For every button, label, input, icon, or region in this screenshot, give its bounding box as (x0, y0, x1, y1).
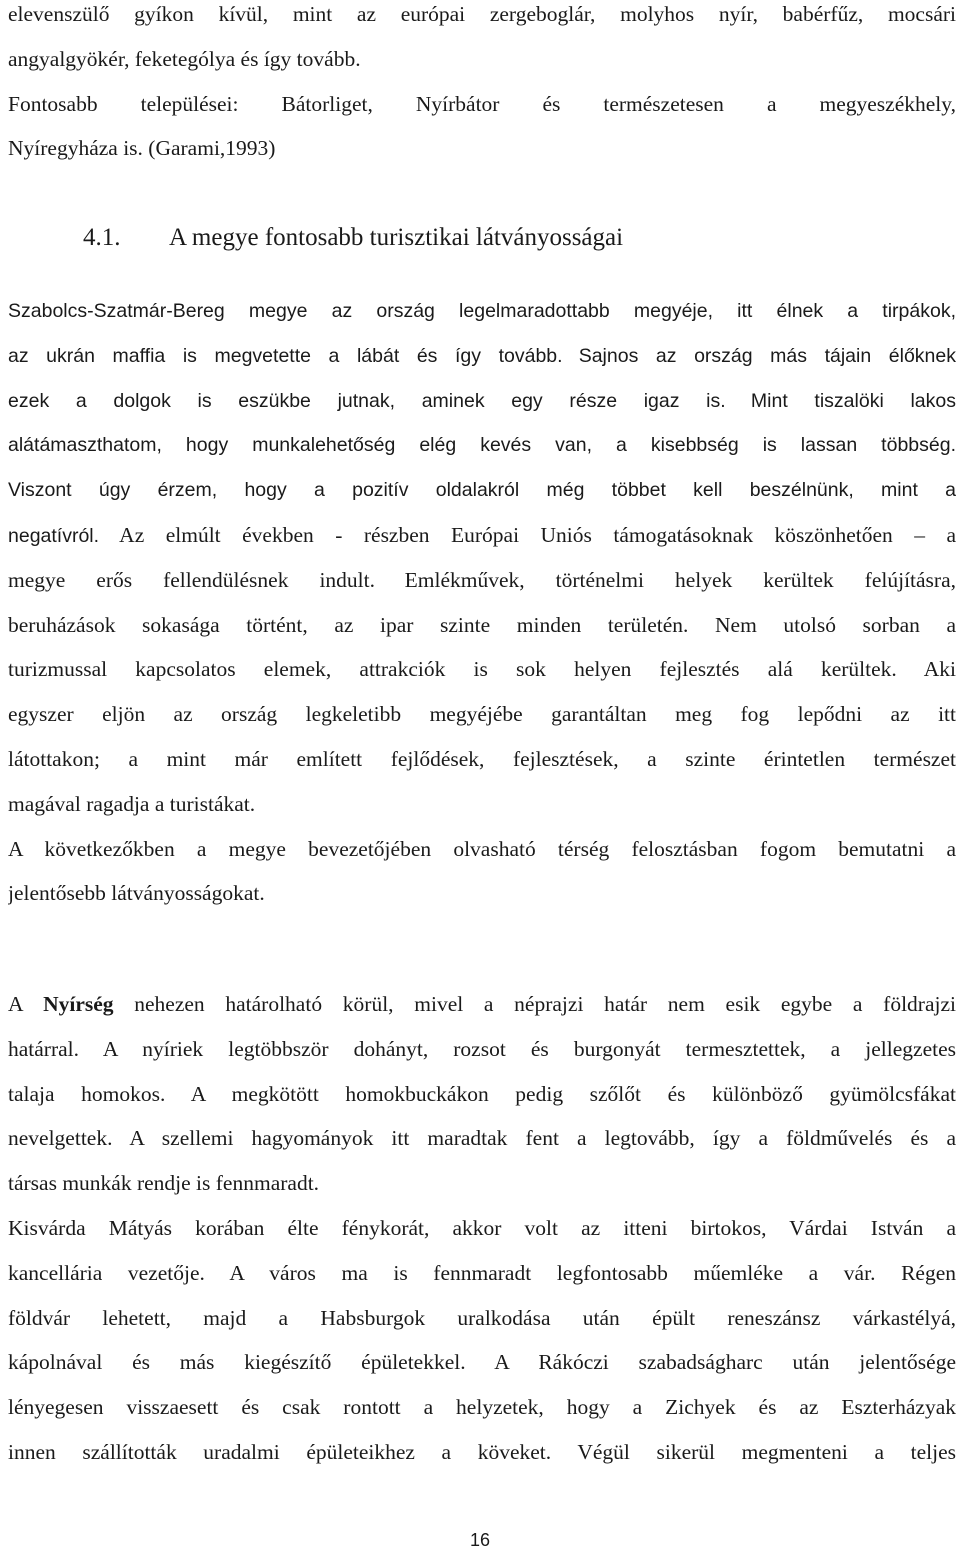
text-line: kápolnával és más kiegészítő épületekkel. A Rákóczi szabadságharc után jelentősége (8, 1350, 956, 1375)
text-line (8, 982, 956, 1027)
text-line: alátámaszthatom, hogy munkalehetőség elég kevés van, a kisebbség is lassan többség. (8, 434, 956, 457)
text-segment: A (8, 992, 44, 1016)
text-segment: negatívról. (8, 524, 100, 547)
text-segment: az ukrán maffia is megvetette a lábát és így tovább. (8, 344, 563, 367)
text-line: elevenszülő gyíkon kívül, mint az európai zergeboglár, molyhos nyír, babérfűz, mocsári (8, 2, 956, 26)
nyirseg-paragraph (8, 982, 956, 1475)
text-line: turizmussal kapcsolatos elemek, attrakciók is sok helyen fejlesztés alá kerültek. Aki (8, 657, 956, 682)
text-line: talaja homokos. A megkötött homokbuckákon pedig szőlőt és különböző gyümölcsfákat (8, 1081, 956, 1106)
text-line: magával ragadja a turistákat. (8, 791, 256, 816)
text-line: határral. A nyíriek legtöbbször dohányt, rozsot és burgonyát termesztettek, a jellegzetes (8, 1036, 956, 1061)
text-line: egyszer eljön az ország legkeletibb megyéjébe garantáltan meg fog lepődni az itt (8, 702, 956, 727)
text-segment: nehezen határolható körül, mivel a néprajzi határ nem esik egybe a földrajzi (113, 992, 956, 1016)
region-name: Nyírség (43, 992, 114, 1016)
text-line: beruházások sokasága történt, az ipar szinte minden területén. Nem utolsó sorban a (8, 612, 956, 637)
text-line (8, 513, 956, 558)
page-number: 16 (469, 1530, 491, 1550)
text-segment: megye erős fellendülésnek indult. (8, 567, 375, 592)
text-line: angyalgyökér, feketególya és így tovább. (8, 46, 361, 71)
section-title: A megye fontosabb turisztikai látványosságai (169, 224, 624, 251)
text-line: A következőkben a megye bevezetőjében olvasható térség felosztásban fogom bemutatni a (8, 836, 956, 861)
text-line: nevelgettek. A szellemi hagyományok itt maradtak fent a legtovább, így a földművelés és a (8, 1126, 956, 1151)
text-line (8, 379, 956, 424)
text-segment: ezek a dolgok is eszükbe jutnak, aminek egy része igaz is. (8, 389, 726, 412)
section-heading (83, 216, 623, 260)
section-number: 4.1. (83, 224, 121, 251)
text-line: kancellária vezetője. A város ma is fennmaradt legfontosabb műemléke a vár. Régen (8, 1260, 956, 1285)
text-line: földvár lehetett, majd a Habsburgok uralkodása után épült reneszánsz várkastélyá, (8, 1305, 956, 1330)
text-line: Szabolcs-Szatmár-Bereg megye az ország legelmaradottabb megyéje, itt élnek a tirpákok, (8, 300, 956, 322)
text-line (8, 334, 956, 379)
text-line: lényegesen visszaesett és csak rontott a helyzetek, hogy a Zichyek és az Eszterházyak (8, 1395, 956, 1420)
text-line: látottakon; a mint már említett fejlődések, fejlesztések, a szinte érintetlen természet (8, 746, 956, 771)
text-segment: Sajnos az ország más tájain élőknek (578, 344, 956, 367)
text-segment: Emlékművek, történelmi helyek kerültek felújításra, (404, 567, 956, 592)
text-line: Nyíregyháza is. (Garami,1993) (8, 136, 276, 161)
text-line: társas munkák rendje is fennmaradt. (8, 1171, 320, 1196)
text-segment: Az elmúlt években - részben Európai Uniós támogatásoknak köszönhetően – a (119, 522, 956, 547)
text-line (8, 558, 956, 603)
text-line: Viszont úgy érzem, hogy a pozitív oldalakról még többet kell beszélnünk, mint a (8, 479, 956, 502)
intro-paragraph (8, 0, 956, 171)
text-line: Fontosabb települései: Bátorliget, Nyírbátor és természetesen a megyeszékhely, (8, 91, 956, 116)
text-segment: Mint tiszalöki lakos (750, 389, 956, 412)
main-paragraph (8, 289, 956, 916)
text-line: jelentősebb látványosságokat. (8, 881, 265, 906)
text-line: innen szállították uradalmi épületeikhez a köveket. Végül sikerül megmenteni a teljes (8, 1439, 956, 1464)
text-line: Kisvárda Mátyás korában élte fénykorát, akkor volt az itteni birtokos, Várdai István a (8, 1215, 956, 1240)
